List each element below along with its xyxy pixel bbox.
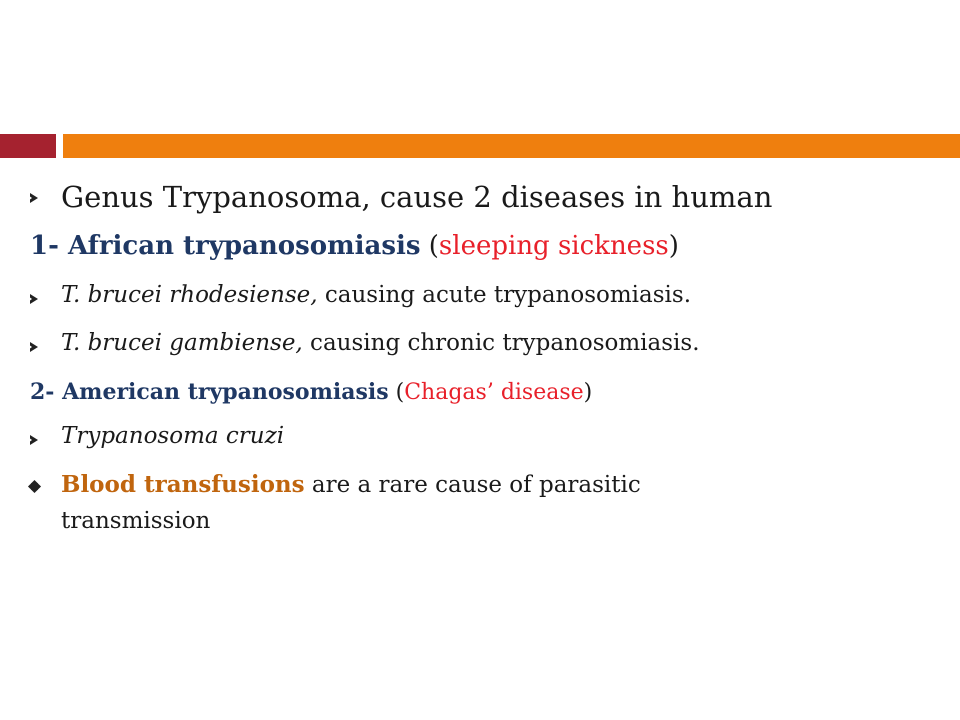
header-band-left	[0, 134, 56, 158]
heading-american-title: American trypanosomiasis	[62, 379, 389, 405]
heading-african	[30, 231, 679, 261]
heading-african-close-paren: )	[668, 231, 679, 261]
gambiense-desc: causing chronic trypanosomiasis.	[302, 330, 700, 356]
header-band-right	[63, 134, 960, 158]
transfusion-desc: are a rare cause of parasitic	[304, 472, 641, 498]
gambiense-line	[61, 330, 700, 356]
heading-american	[30, 379, 592, 405]
rhodesiense-desc: causing acute trypanosomiasis.	[317, 282, 692, 308]
transfusion-line	[61, 471, 641, 498]
arrow-bullet-icon	[30, 435, 38, 445]
diamond-bullet-icon	[29, 481, 41, 493]
gambiense-species: T. brucei gambiense,	[61, 330, 303, 356]
heading-american-number: 2-	[30, 379, 63, 405]
transfusion-emphasis: Blood transfusions	[61, 471, 305, 498]
heading-american-close-paren: )	[583, 380, 593, 405]
rhodesiense-species: T. brucei rhodesiense,	[61, 282, 318, 308]
genus-line	[61, 180, 772, 214]
genus-text: Genus Trypanosoma, cause 2 diseases in human	[61, 180, 773, 214]
arrow-bullet-icon	[30, 294, 38, 304]
transfusion-desc-continued: transmission	[61, 508, 211, 534]
rhodesiense-line	[61, 282, 691, 308]
heading-african-number: 1-	[30, 231, 68, 261]
transfusion-line-2	[61, 508, 210, 534]
arrow-bullet-icon	[30, 342, 38, 352]
cruzi-species: Trypanosoma cruzi	[61, 423, 285, 449]
heading-american-alias: Chagas’ disease	[404, 380, 584, 405]
arrow-bullet-icon	[30, 193, 38, 203]
heading-african-alias: sleeping sickness	[438, 231, 669, 261]
heading-african-title: African trypanosomiasis	[67, 231, 421, 261]
cruzi-line	[61, 423, 284, 449]
heading-american-open-paren: (	[388, 380, 405, 405]
heading-african-open-paren: (	[420, 231, 439, 261]
